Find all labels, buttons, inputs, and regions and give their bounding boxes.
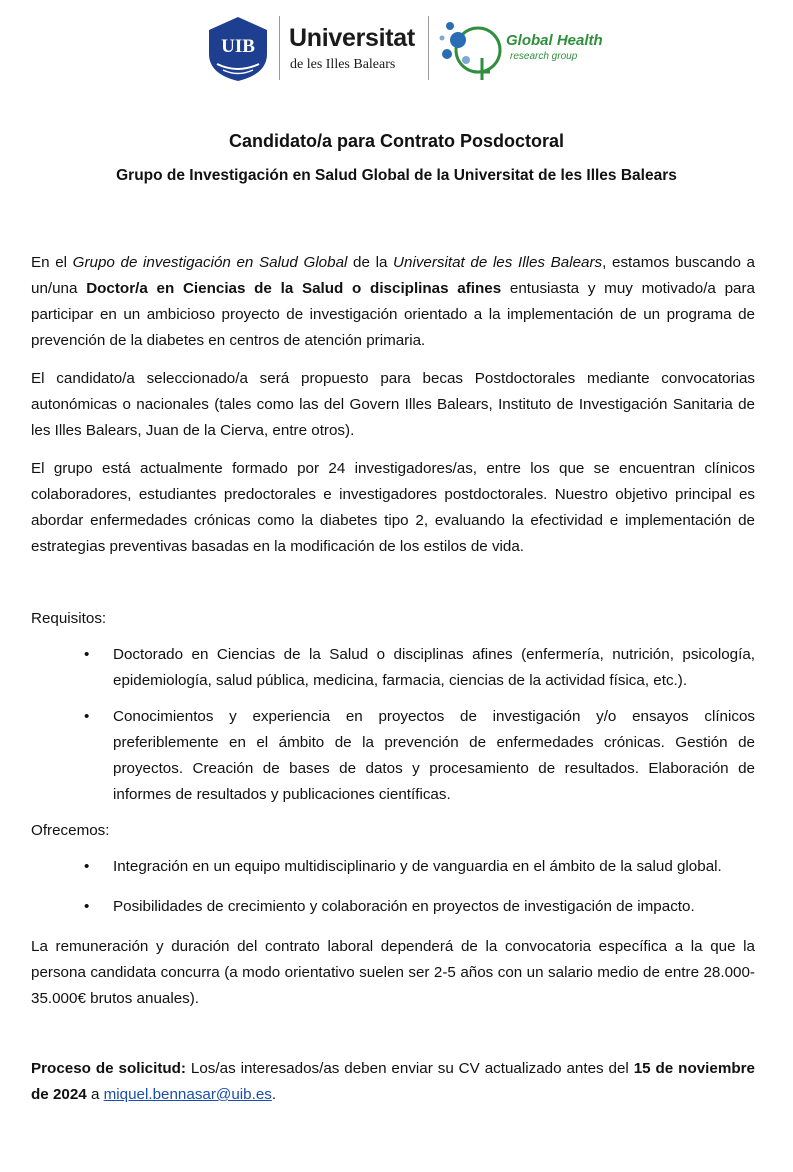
application-label: Proceso de solicitud: <box>31 1060 186 1077</box>
logo-divider <box>279 16 280 80</box>
document-body <box>31 250 755 1108</box>
application-paragraph <box>31 1056 755 1108</box>
uib-seal-text: UIB <box>221 36 255 57</box>
remuneration-paragraph: La remuneración y duración del contrato laboral dependerá de la convocatoria específica a la que la persona candidata concurra (a modo orientativo suelen ser 2-5 años con un salario medio de entre 28.000-35.000€ brutos anuales). <box>31 938 755 1007</box>
group-subtitle: research group <box>510 51 578 62</box>
position-title: Doctor/a en Ciencias de la Salud o disciplinas afines <box>86 280 502 297</box>
offer-list <box>31 854 755 920</box>
group-name: Global Health <box>506 32 603 49</box>
intro-paragraph <box>31 250 755 354</box>
group-name-italic: Grupo de investigación en Salud Global <box>72 254 348 271</box>
global-health-icon <box>438 16 504 82</box>
university-name-italic: Universitat de les Illes Balears <box>393 254 603 271</box>
page-title: Candidato/a para Contrato Posdoctoral <box>228 131 565 151</box>
requirements-list <box>31 642 755 808</box>
deadline: 15 de noviembre de 2024 <box>31 1060 755 1103</box>
offer-text: Posibilidades de crecimiento y colaboración en proyectos de investigación de impacto. <box>113 898 695 915</box>
intro-text: En el <box>31 254 73 271</box>
university-subtitle: de les Illes Balears <box>290 57 396 72</box>
uib-seal-logo <box>203 16 273 82</box>
list-item <box>31 854 755 880</box>
list-item <box>31 642 755 694</box>
intro-text: entusiasta y muy motivado/a para participar en un ambicioso proyecto de investigación orientado a la implementación de un programa de prevención de la diabetes en centros de atención primaria. <box>31 280 755 349</box>
application-text: Los/as interesados/as deben enviar su CV actualizado antes del <box>186 1060 634 1077</box>
requirement-text: Doctorado en Ciencias de la Salud o disciplinas afines (enfermería, nutrición, psicología, epidemiología, salud pública, medicina, farmacia, ciencias de la actividad física, etc.). <box>113 646 755 689</box>
application-connector: a <box>86 1086 104 1103</box>
list-item <box>31 704 755 808</box>
page-subtitle: Grupo de Investigación en Salud Global de la Universitat de les Illes Balears <box>116 167 677 184</box>
intro-text: , estamos buscando a un/una <box>31 254 755 297</box>
contact-email-link[interactable]: miquel.bennasar@uib.es <box>103 1086 272 1103</box>
intro-text: de la <box>347 254 394 271</box>
bullet: • <box>84 858 90 875</box>
header-logos <box>0 14 793 84</box>
logo-divider <box>428 16 429 80</box>
requirements-heading: Requisitos: <box>31 610 107 627</box>
bullet: • <box>84 708 90 725</box>
bullet: • <box>84 646 90 663</box>
university-name: Universitat <box>289 24 415 52</box>
bullet: • <box>84 898 90 915</box>
group-description-paragraph: El grupo está actualmente formado por 24 investigadores/as, entre los que se encuentran clínicos colaboradores, estudiantes predoctorales e investigadores postdoctorales. Nuestro objetivo principal es abordar enfermedades crónicas como la diabetes tipo 2, evaluando la efectividad e implementación de estrategias preventivas basadas en la modificación de los estilos de vida. <box>31 460 755 555</box>
application-end: . <box>271 1086 277 1103</box>
list-item <box>31 894 755 920</box>
fellowship-paragraph: El candidato/a seleccionado/a será propuesto para becas Postdoctorales mediante convocatorias autonómicas o nacionales (tales como las del Govern Illes Balears, Instituto de Investigación Sanitaria de les Illes Balears, Juan de la Cierva, entre otros). <box>31 370 755 439</box>
requirement-text: Conocimientos y experiencia en proyectos de investigación y/o ensayos clínicos preferiblemente en el ámbito de la prevención de enfermedades crónicas. Gestión de proyectos. Creación de bases de datos y procesamiento de resultados. Elaboración de informes de resultados y publicaciones científicas. <box>113 708 755 803</box>
offer-text: Integración en un equipo multidisciplinario y de vanguardia en el ámbito de la salud global. <box>113 858 722 875</box>
offer-heading: Ofrecemos: <box>31 822 110 839</box>
